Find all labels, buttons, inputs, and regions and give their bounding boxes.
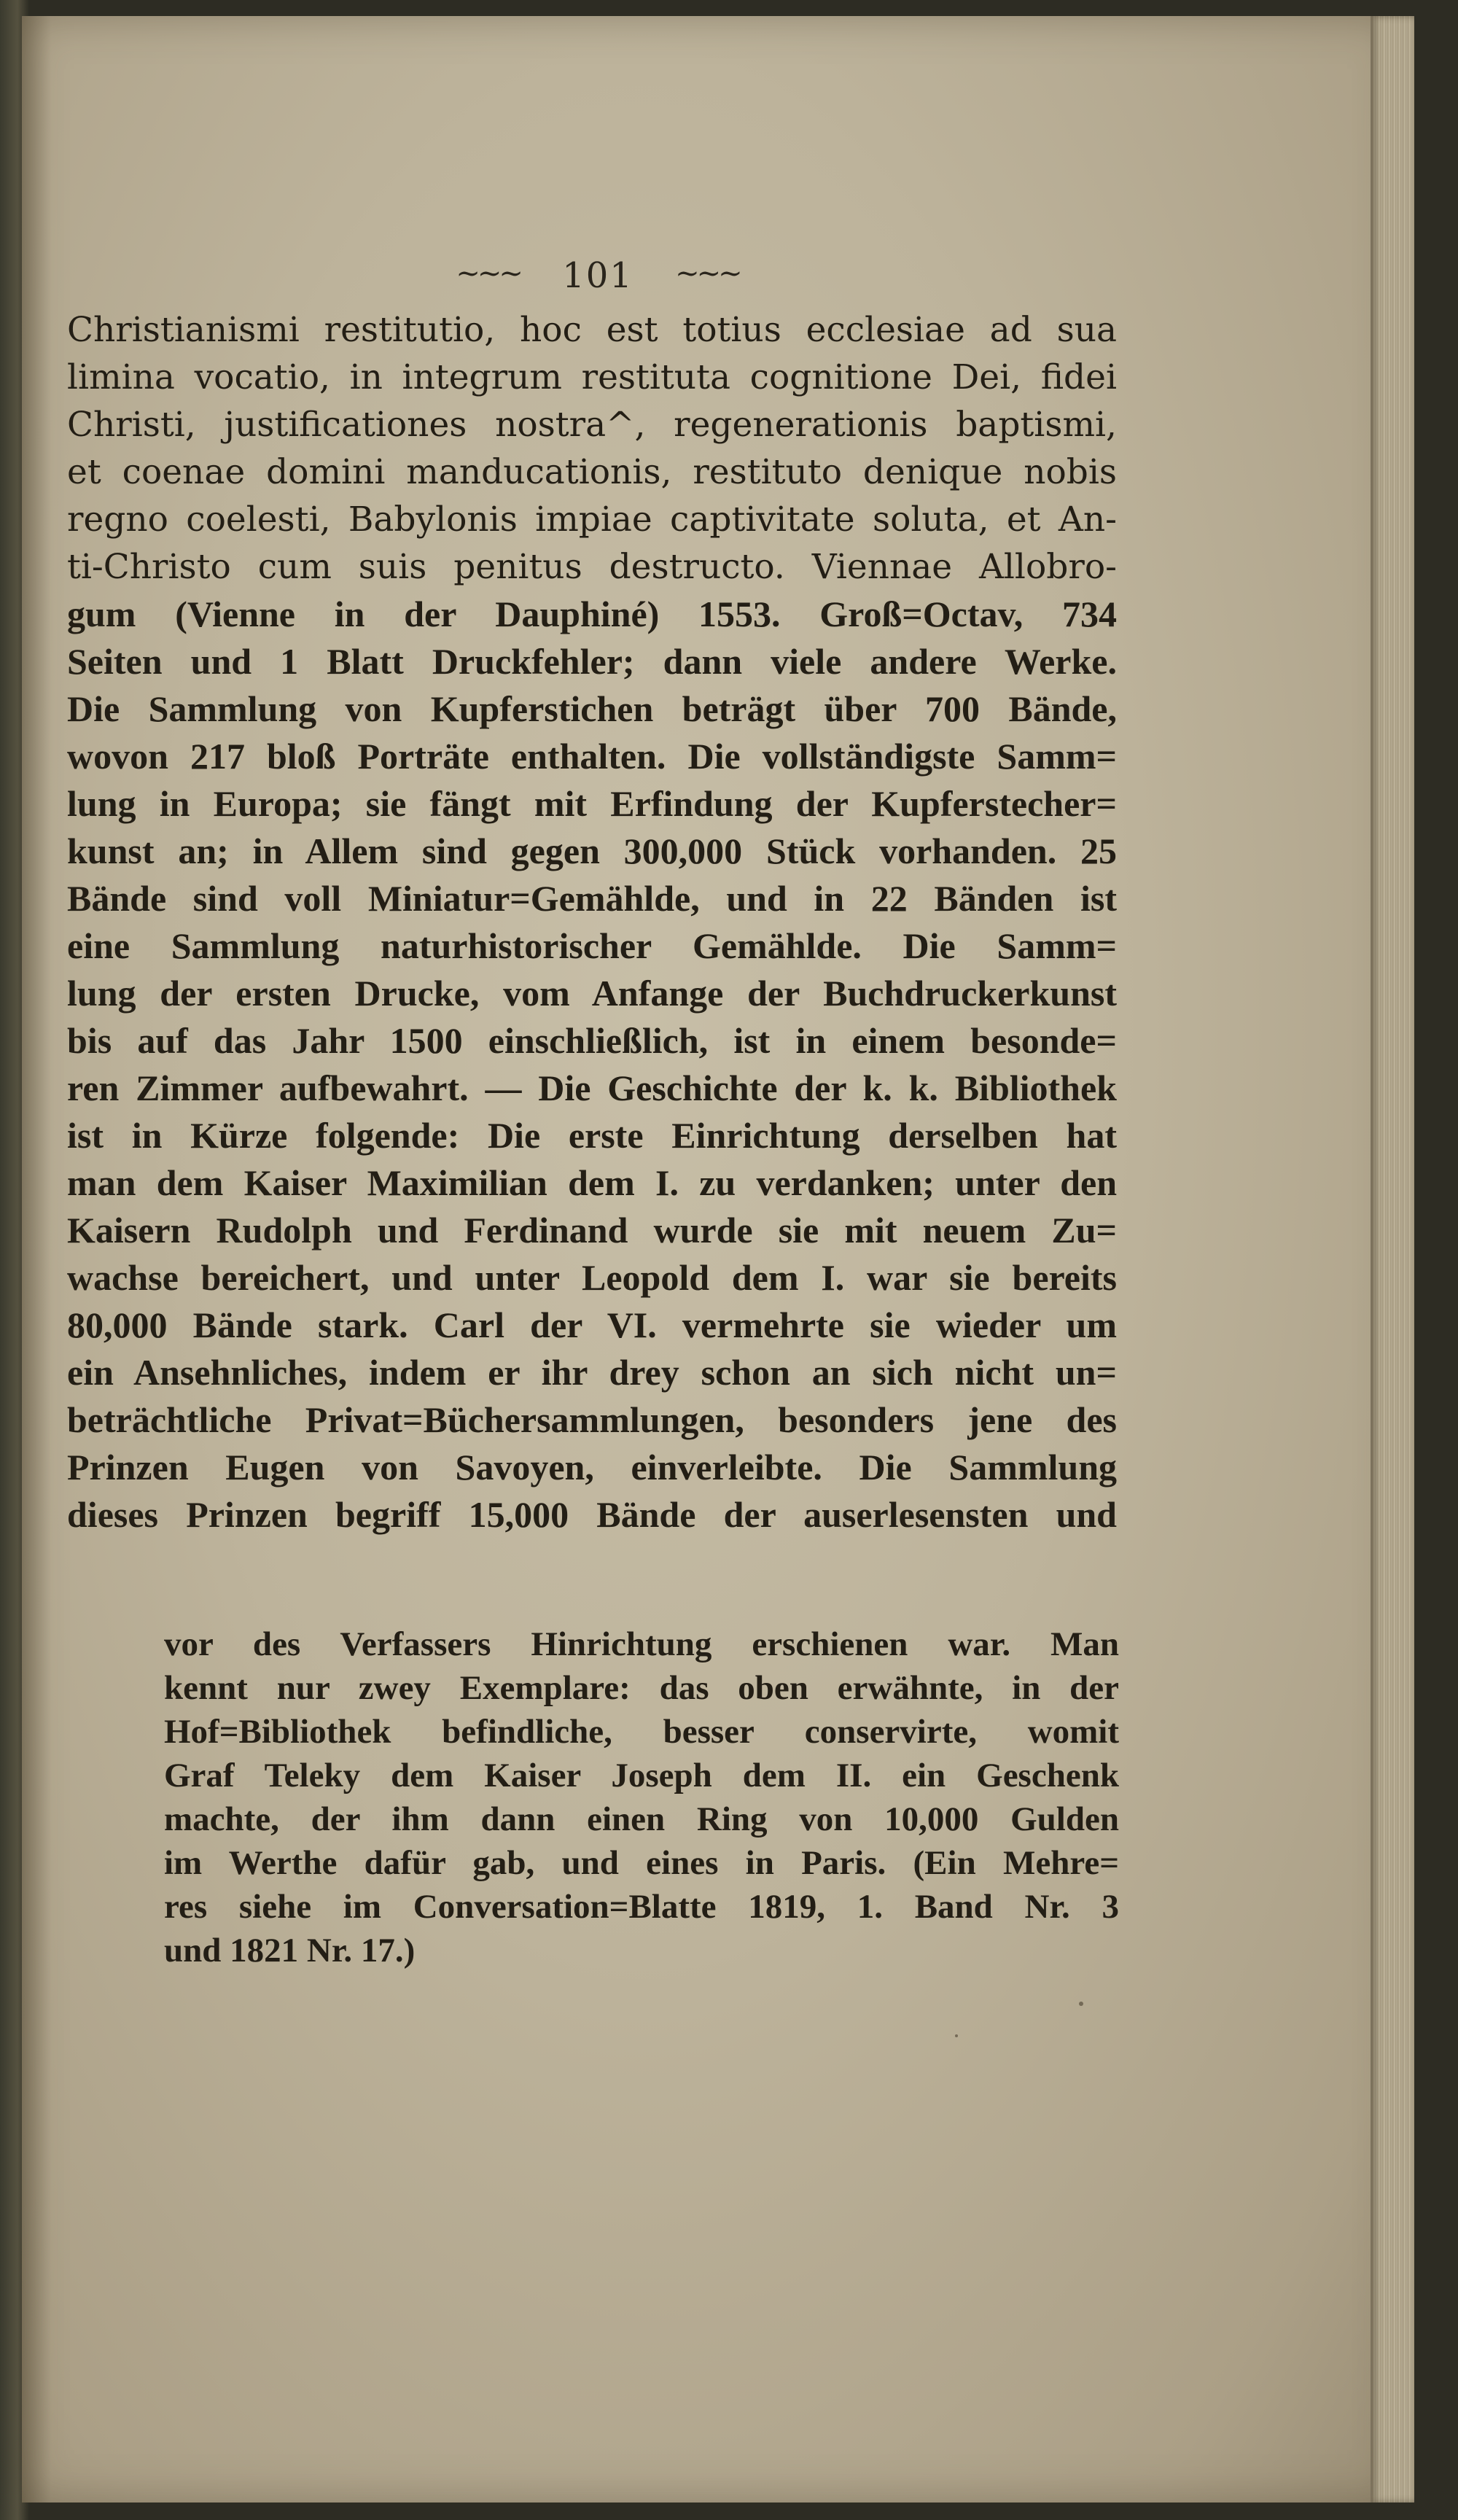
footnote-line: Hof=Bibliothek befindliche, besser conservirte, womit	[164, 1713, 1119, 1751]
text-line: limina vocatio, in integrum restituta cognitione Dei, fidei	[67, 357, 1117, 397]
footnote-line: kennt nur zwey Exemplare: das oben erwähnte, in der	[164, 1669, 1119, 1707]
text-line: Prinzen Eugen von Savoyen, einverleibte. Die Sammlung	[67, 1447, 1117, 1488]
text-line: 80,000 Bände stark. Carl der VI. vermehrte sie wieder um	[67, 1304, 1117, 1345]
text-line: Die Sammlung von Kupferstichen beträgt über 700 Bände,	[67, 688, 1117, 729]
footnote-line: machte, der ihm dann einen Ring von 10,000 Gulden	[164, 1800, 1119, 1838]
ornament-left: ~~~	[456, 257, 521, 290]
page-number: 101	[562, 255, 634, 296]
text-line: wovon 217 bloß Porträte enthalten. Die vollständigste Samm=	[67, 736, 1117, 777]
text-line: ein Ansehnliches, indem er ihr drey schon an sich nicht un=	[67, 1352, 1117, 1393]
text-line: wachse bereichert, und unter Leopold dem I. war sie bereits	[67, 1257, 1117, 1298]
text-line: Christi, justificationes nostra^, regenerationis baptismi,	[67, 405, 1117, 445]
text-line: Bände sind voll Miniatur=Gemählde, und in 22 Bänden ist	[67, 878, 1117, 919]
spine-shadow	[22, 16, 51, 2502]
text-line: gum (Vienne in der Dauphiné) 1553. Groß=Octav, 734	[67, 594, 1117, 634]
footnote-line: Graf Teleky dem Kaiser Joseph dem II. ein Geschenk	[164, 1757, 1119, 1794]
text-line: Kaisern Rudolph und Ferdinand wurde sie mit neuem Zu=	[67, 1210, 1117, 1251]
text-line: ist in Kürze folgende: Die erste Einrichtung derselben hat	[67, 1115, 1117, 1156]
page-header	[0, 255, 1196, 296]
text-line: beträchtliche Privat=Büchersammlungen, besonders jene des	[67, 1399, 1117, 1440]
paper-speck	[1079, 2002, 1083, 2006]
text-line: eine Sammlung naturhistorischer Gemählde. Die Samm=	[67, 925, 1117, 966]
text-line: ti-Christo cum suis penitus destructo. Viennae Allobro-	[67, 547, 1117, 587]
text-line: bis auf das Jahr 1500 einschließlich, ist in einem besonde=	[67, 1020, 1117, 1061]
ornament-right: ~~~	[675, 257, 740, 290]
text-line: Seiten und 1 Blatt Druckfehler; dann viele andere Werke.	[67, 641, 1117, 682]
text-line: dieses Prinzen begriff 15,000 Bände der auserlesensten und	[67, 1494, 1117, 1535]
footnote-line: im Werthe dafür gab, und eines in Paris. (Ein Mehre=	[164, 1844, 1119, 1882]
text-line: ren Zimmer aufbewahrt. — Die Geschichte der k. k. Bibliothek	[67, 1068, 1117, 1108]
paper-speck	[955, 2034, 958, 2037]
text-line: Christianismi restitutio, hoc est totius ecclesiae ad sua	[67, 310, 1117, 350]
text-line: man dem Kaiser Maximilian dem I. zu verdanken; unter den	[67, 1162, 1117, 1203]
page-edges	[1371, 16, 1414, 2502]
footnote-block	[164, 1622, 1119, 1972]
text-line: lung der ersten Drucke, vom Anfange der Buchdruckerkunst	[67, 973, 1117, 1014]
text-line: lung in Europa; sie fängt mit Erfindung der Kupferstecher=	[67, 783, 1117, 824]
text-line: regno coelesti, Babylonis impiae captivitate soluta, et An-	[67, 499, 1117, 540]
footnote-line: und 1821 Nr. 17.)	[164, 1932, 416, 1969]
main-text-block	[67, 306, 1117, 1539]
text-line: kunst an; in Allem sind gegen 300,000 Stück vorhanden. 25	[67, 831, 1117, 871]
footnote-line: res siehe im Conversation=Blatte 1819, 1. Band Nr. 3	[164, 1888, 1119, 1926]
text-line: et coenae domini manducationis, restituto denique nobis	[67, 452, 1117, 492]
footnote-line: vor des Verfassers Hinrichtung erschienen war. Man	[164, 1625, 1119, 1663]
